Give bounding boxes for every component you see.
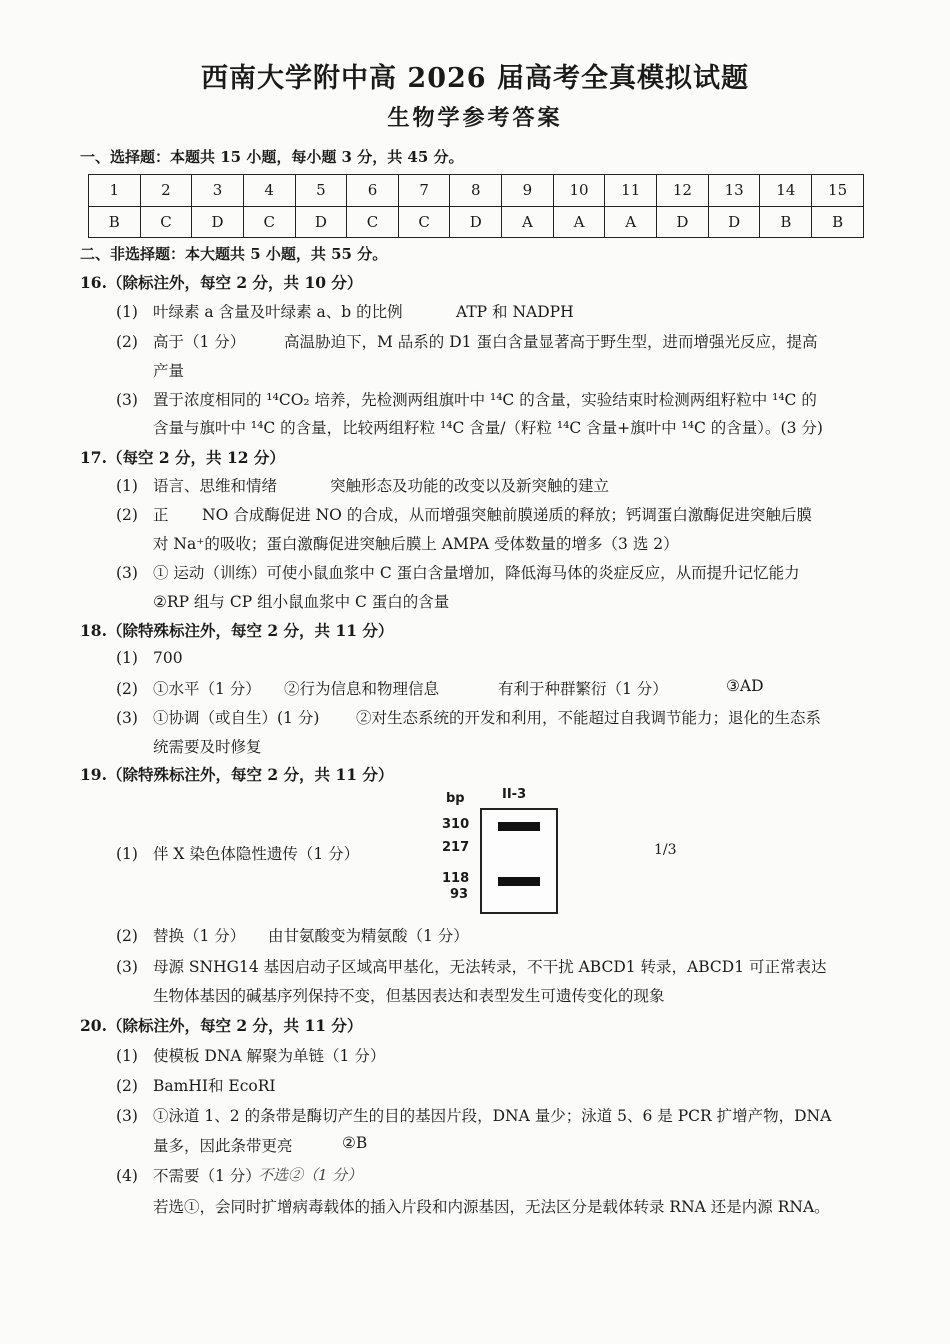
q16-part1	[116, 300, 403, 322]
question-number-cell: 9	[502, 175, 554, 207]
page-title: 西南大学附中高 2026 届高考全真模拟试题	[201, 63, 749, 94]
question-number-cell: 5	[295, 175, 347, 207]
q20-part2	[116, 1074, 276, 1096]
q17-part2	[116, 503, 169, 525]
q19-part2-answer2: 由甘氨酸变为精氨酸（1 分）	[268, 927, 469, 945]
question-number-cell: 11	[605, 175, 657, 207]
answer-text: ①协调（或自生）(1 分)	[153, 709, 320, 727]
gel-bp-label: bp	[446, 791, 465, 806]
part-number: (1)	[116, 649, 138, 667]
question-number-cell: 6	[347, 175, 399, 207]
answer-text: 使模板 DNA 解聚为单链（1 分）	[153, 1047, 386, 1065]
q18-part3-answer2: ②对生态系统的开发和利用，不能超过自我调节能力；退化的生态系	[356, 709, 822, 727]
q17-heading: 17.（每空 2 分，共 12 分）	[80, 448, 285, 467]
answer-text: 高于（1 分）	[153, 333, 246, 351]
answer-cell: B	[89, 206, 141, 238]
gel-bp-93: 93	[450, 887, 469, 902]
q20-part3-answer2: ②B	[342, 1134, 368, 1152]
part-number: (3)	[116, 391, 138, 409]
answer-text: 不需要（1 分）	[153, 1167, 261, 1185]
q17-part2-answer2: NO 合成酶促进 NO 的合成，从而增强突触前膜递质的释放；钙调蛋白激酶促进突触后膜	[202, 506, 812, 524]
q20-part4-explanation: 若选①，会同时扩增病毒载体的插入片段和内源基因，无法区分是载体转录 RNA 还是内源 RNA。	[153, 1198, 830, 1216]
answer-text: ①泳道 1、2 的条带是酶切产生的目的基因片段，DNA 量少；泳道 5、6 是 PCR 扩增产物，DNA	[153, 1107, 832, 1125]
q17-part1	[116, 474, 277, 496]
answer-text: 置于浓度相同的 ¹⁴CO₂ 培养，先检测两组旗叶中 ¹⁴C 的含量，实验结束时检测两组籽粒中 ¹⁴C 的	[153, 391, 817, 409]
q20-part3	[116, 1104, 831, 1126]
q19-part3-continued: 生物体基因的碱基序列保持不变，但基因表达和表型发生可遗传变化的现象	[153, 987, 665, 1005]
question-number-cell: 14	[760, 175, 812, 207]
q16-heading: 16.（除标注外，每空 2 分，共 10 分）	[80, 273, 363, 292]
answer-cell: D	[450, 206, 502, 238]
answer-text: 伴 X 染色体隐性遗传（1 分）	[153, 845, 360, 863]
page-subtitle: 生物学参考答案	[387, 105, 563, 131]
part-number: (2)	[116, 927, 138, 945]
q18-part3-continued: 统需要及时修复	[153, 738, 262, 756]
answer-text: BamHI和 EcoRI	[153, 1077, 276, 1095]
answer-text: ① 运动（训练）可使小鼠血浆中 C 蛋白含量增加，降低海马体的炎症反应，从而提升记忆能力	[153, 564, 800, 582]
answer-table-number-row	[89, 175, 864, 207]
gel-bp-310: 310	[442, 817, 470, 832]
q20-part4	[116, 1164, 261, 1186]
q17-part1-answer2: 突触形态及功能的改变以及新突触的建立	[330, 477, 610, 495]
part-number: (2)	[116, 680, 138, 698]
part-number: (3)	[116, 958, 138, 976]
question-number-cell: 1	[89, 175, 141, 207]
gel-electrophoresis-diagram	[480, 808, 558, 914]
part-number: (1)	[116, 303, 138, 321]
q18-part2-answer2: ②行为信息和物理信息	[284, 680, 440, 698]
q16-part1-answer2: ATP 和 NADPH	[456, 303, 574, 321]
part-number: (2)	[116, 506, 138, 524]
part-number: (3)	[116, 564, 138, 582]
question-number-cell: 4	[243, 175, 295, 207]
q18-part2-answer4: ③AD	[726, 677, 764, 695]
answer-cell: C	[347, 206, 399, 238]
part-number: (2)	[116, 1077, 138, 1095]
answer-text: 700	[153, 649, 183, 667]
gel-bp-118: 118	[442, 871, 470, 886]
answer-table-answer-row	[89, 206, 864, 238]
q20-part4-answer2: 不选②（1 分）	[258, 1166, 363, 1184]
answer-text: 语言、思维和情绪	[153, 477, 278, 495]
question-number-cell: 15	[812, 175, 864, 207]
answer-cell: C	[243, 206, 295, 238]
q19-part2	[116, 924, 245, 946]
gel-bp-217: 217	[442, 840, 470, 855]
answer-cell: A	[553, 206, 605, 238]
answer-text: 叶绿素 a 含量及叶绿素 a、b 的比例	[153, 303, 403, 321]
part-number: (3)	[116, 1107, 138, 1125]
answer-cell: D	[192, 206, 244, 238]
question-number-cell: 12	[657, 175, 709, 207]
q19-heading: 19.（除特殊标注外，每空 2 分，共 11 分）	[80, 765, 394, 784]
question-number-cell: 2	[140, 175, 192, 207]
question-number-cell: 3	[192, 175, 244, 207]
answer-cell: D	[295, 206, 347, 238]
answer-cell: D	[657, 206, 709, 238]
answer-text: 替换（1 分）	[153, 927, 246, 945]
answer-text: ①水平（1 分）	[153, 680, 261, 698]
q18-part1	[116, 649, 183, 667]
q17-part3	[116, 561, 800, 583]
q16-part3	[116, 388, 817, 410]
q18-part3	[116, 706, 319, 728]
question-number-cell: 10	[553, 175, 605, 207]
q18-heading: 18.（除特殊标注外，每空 2 分，共 11 分）	[80, 621, 394, 640]
answer-cell: A	[605, 206, 657, 238]
part-number: (1)	[116, 1047, 138, 1065]
answer-cell: C	[140, 206, 192, 238]
q16-part2-answer2: 高温胁迫下，M 品系的 D1 蛋白含量显著高于野生型，进而增强光反应，提高	[284, 333, 818, 351]
section2-heading: 二、非选择题：本大题共 5 小题，共 55 分。	[80, 245, 388, 263]
question-number-cell: 8	[450, 175, 502, 207]
gel-lane-label: II-3	[502, 787, 527, 802]
question-number-cell: 7	[398, 175, 450, 207]
gel-band-310	[498, 822, 540, 831]
part-number: (1)	[116, 477, 138, 495]
q20-part3-continued: 量多，因此条带更亮	[153, 1137, 293, 1155]
answer-cell: B	[812, 206, 864, 238]
part-number: (2)	[116, 333, 138, 351]
q20-part1	[116, 1044, 385, 1066]
q18-part2-answer3: 有利于种群繁衍（1 分）	[498, 680, 668, 698]
q19-part3	[116, 955, 826, 977]
q16-part3-continued: 含量与旗叶中 ¹⁴C 的含量，比较两组籽粒 ¹⁴C 含量/（籽粒 ¹⁴C 含量+旗叶中 ¹⁴C 的含量）。(3 分)	[153, 419, 823, 437]
section1-heading: 一、选择题：本题共 15 小题，每小题 3 分，共 45 分。	[80, 148, 464, 166]
answer-cell: B	[760, 206, 812, 238]
part-number: (3)	[116, 709, 138, 727]
q19-part1	[116, 842, 359, 864]
part-number: (4)	[116, 1167, 138, 1185]
answer-text: 母源 SNHG14 基因启动子区域高甲基化，无法转录，不干扰 ABCD1 转录，ABCD1 可正常表达	[153, 958, 827, 976]
question-number-cell: 13	[708, 175, 760, 207]
answer-cell: A	[502, 206, 554, 238]
part-number: (1)	[116, 845, 138, 863]
answer-table	[88, 174, 864, 238]
q19-side-answer: 1/3	[654, 842, 677, 858]
q16-part2-continued: 产量	[153, 362, 185, 380]
q20-heading: 20.（除标注外，每空 2 分，共 11 分）	[80, 1016, 363, 1035]
q17-part3-continued: ②RP 组与 CP 组小鼠血浆中 C 蛋白的含量	[153, 593, 450, 611]
q17-part2-continued: 对 Na⁺的吸收；蛋白激酶促进突触后膜上 AMPA 受体数量的增多（3 选 2）	[153, 535, 679, 553]
answer-text: 正	[153, 506, 169, 524]
answer-cell: D	[708, 206, 760, 238]
q16-part2	[116, 330, 245, 352]
q18-part2	[116, 677, 261, 699]
gel-band-118	[498, 877, 540, 886]
answer-cell: C	[398, 206, 450, 238]
